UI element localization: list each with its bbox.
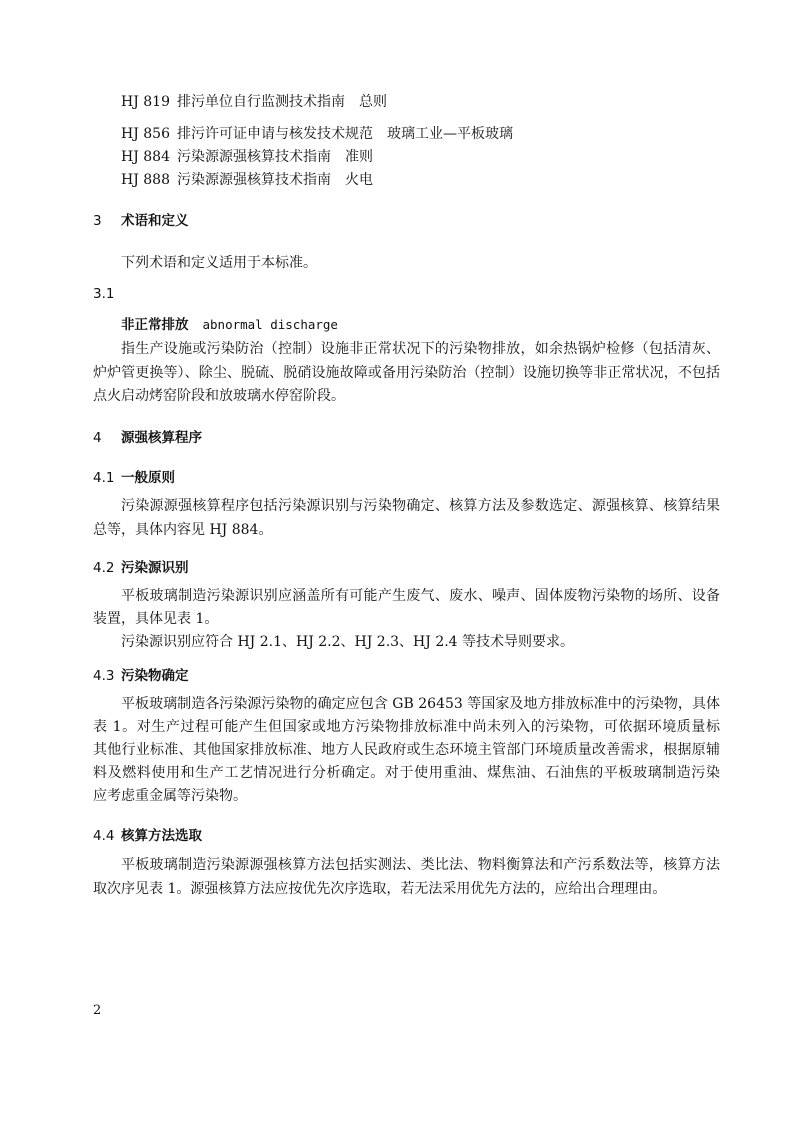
paragraph-line: 取次序见表 1。源强核算方法应按优先次序选取，若无法采用优先方法的，应给出合理理由。	[93, 881, 667, 897]
page-number: 2	[93, 1003, 102, 1018]
clause-title: 污染物确定	[121, 668, 189, 684]
paragraph-line: 平板玻璃制造污染源识别应涵盖所有可能产生废气、废水、噪声、固体废物污染物的场所、设备	[121, 588, 720, 604]
paragraph-line: 点火启动烤窑阶段和放玻璃水停窑阶段。	[93, 388, 345, 404]
clause-number: 4.3	[93, 668, 115, 684]
reference-code: HJ 819	[121, 94, 170, 110]
reference-item	[121, 148, 373, 166]
section-3-intro: 下列术语和定义适用于本标准。	[121, 255, 317, 271]
clause-number: 4.2	[93, 560, 115, 576]
paragraph-line: 污染源源强核算程序包括污染源识别与污染物确定、核算方法及参数选定、源强核算、核算结果	[121, 498, 720, 514]
clause-number: 4.4	[93, 828, 115, 844]
clause-title: 核算方法选取	[121, 828, 202, 844]
paragraph-line: 其他行业标准、其他国家排放标准、地方人民政府或生态环境主管部门环境质量改善需求，根据原辅	[93, 742, 720, 758]
reference-item	[121, 171, 373, 189]
paragraph-line: 料及燃料使用和生产工艺情况进行分析确定。对于使用重油、煤焦油、石油焦的平板玻璃制造污染	[93, 765, 720, 781]
reference-item	[121, 125, 513, 143]
section-number: 4	[93, 430, 102, 446]
clause-number: 4.1	[93, 470, 115, 486]
clause-number: 3.1	[93, 286, 115, 302]
paragraph-line: 炉炉管更换等）、除尘、脱硫、脱硝设施故障或备用污染防治（控制）设施切换等非正常状况，不包括	[93, 365, 720, 381]
term-heading	[121, 316, 338, 334]
clause-4-2-heading	[93, 559, 189, 577]
paragraph-line: 应考虑重金属等污染物。	[93, 788, 247, 804]
clause-title: 污染源识别	[121, 560, 189, 576]
reference-code: HJ 888	[121, 172, 170, 188]
section-3-heading	[93, 212, 189, 230]
paragraph-line: 平板玻璃制造污染源源强核算方法包括实测法、类比法、物料衡算法和产污系数法等，核算方法	[121, 857, 720, 873]
paragraph-line: 装置，具体见表 1。	[93, 611, 219, 627]
clause-4-1-heading	[93, 469, 175, 487]
reference-title: 排污许可证申请与核发技术规范 玻璃工业—平板玻璃	[177, 126, 513, 142]
reference-title: 污染源源强核算技术指南 准则	[177, 149, 373, 165]
clause-title: 一般原则	[121, 470, 175, 486]
reference-title: 污染源源强核算技术指南 火电	[177, 172, 373, 188]
section-title: 源强核算程序	[121, 430, 202, 446]
paragraph-line: 表 1。对生产过程可能产生但国家或地方污染物排放标准中尚未列入的污染物，可依据环境质量标	[93, 719, 720, 735]
paragraph-line: 指生产设施或污染防治（控制）设施非正常状况下的污染物排放，如余热锅炉检修（包括清灰、	[121, 341, 720, 357]
term-zh: 非正常排放	[121, 317, 189, 333]
reference-code: HJ 856	[121, 126, 170, 142]
section-title: 术语和定义	[121, 213, 189, 229]
clause-4-3-heading	[93, 667, 189, 685]
term-en: abnormal discharge	[202, 317, 338, 332]
clause-3-1-number	[93, 285, 121, 303]
reference-item	[121, 93, 387, 111]
reference-code: HJ 884	[121, 149, 170, 165]
reference-title: 排污单位自行监测技术指南 总则	[177, 94, 387, 110]
section-number: 3	[93, 213, 102, 229]
section-4-heading	[93, 429, 202, 447]
clause-4-4-heading	[93, 827, 202, 845]
paragraph-line: 污染源识别应符合 HJ 2.1、HJ 2.2、HJ 2.3、HJ 2.4 等技术导则要求。	[121, 634, 575, 650]
paragraph-line: 总等，具体内容见 HJ 884。	[93, 522, 273, 538]
paragraph-line: 平板玻璃制造各污染源污染物的确定应包含 GB 26453 等国家及地方排放标准中的污染物，具体	[121, 696, 720, 712]
